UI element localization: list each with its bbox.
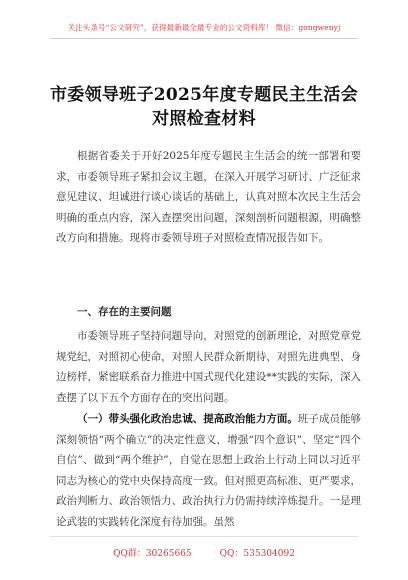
section-heading: 一、存在的主要问题 xyxy=(77,306,172,318)
header-divider xyxy=(50,38,358,39)
intro-paragraph: 根据省委关于开好2025年度专题民主生活会的统一部署和要求，市委领导班子紧扣会议主题，在深入开展学习研讨、广泛征求意见建议、坦诚进行谈心谈话的基础上，认真对照本次民主生活会明确的重点内容，深入查摆突出问题，深刻剖析问题根源，明确整改方向和措施。现将市委领导班子对照检查情况报告如下。 xyxy=(56,150,361,244)
subsection-text: 班子成员能够深刻领悟“两个确立”的决定性意义，增强“四个意识”、坚定“四个自信”、做到“两个维护”，自觉在思想上政治上行动上同以习近平同志为核心的党中央保持高度一致。但对照更高标准、更严要求，政治判断力、政治领悟力、政治执行力仍需持续淬炼提升。一是理论武装的实践转化深度有待加强。虽然 xyxy=(56,413,362,528)
subsection-heading: （一）带头强化政治忠诚、提高政治能力方面。 xyxy=(77,413,298,425)
document-title-line2: 对照检查材料 xyxy=(152,109,256,129)
footer-divider xyxy=(50,536,358,537)
page-footer xyxy=(0,546,408,559)
page-header-note: 关注头条号“公文研究”，获得最新最全最专业的公文资料库！ 微信：gongwenyj xyxy=(67,23,341,32)
subsection-paragraph xyxy=(56,409,361,532)
footer-qq: QQ：535304092 xyxy=(219,549,295,559)
section-paragraph: 市委领导班子坚持问题导向，对照党的创新理论，对照党章党规党纪，对照初心使命，对照人民群众新期待，对照先进典型、身边榜样，紧密联系奋力推进中国式现代化建设**实践的实际，深入查摆了以下五个方面存在的突出问题。 xyxy=(56,330,361,404)
document-title-line1: 市委领导班子2025年度专题民主生活会 xyxy=(49,85,358,105)
footer-qq-group: QQ群：30265665 xyxy=(113,549,192,559)
